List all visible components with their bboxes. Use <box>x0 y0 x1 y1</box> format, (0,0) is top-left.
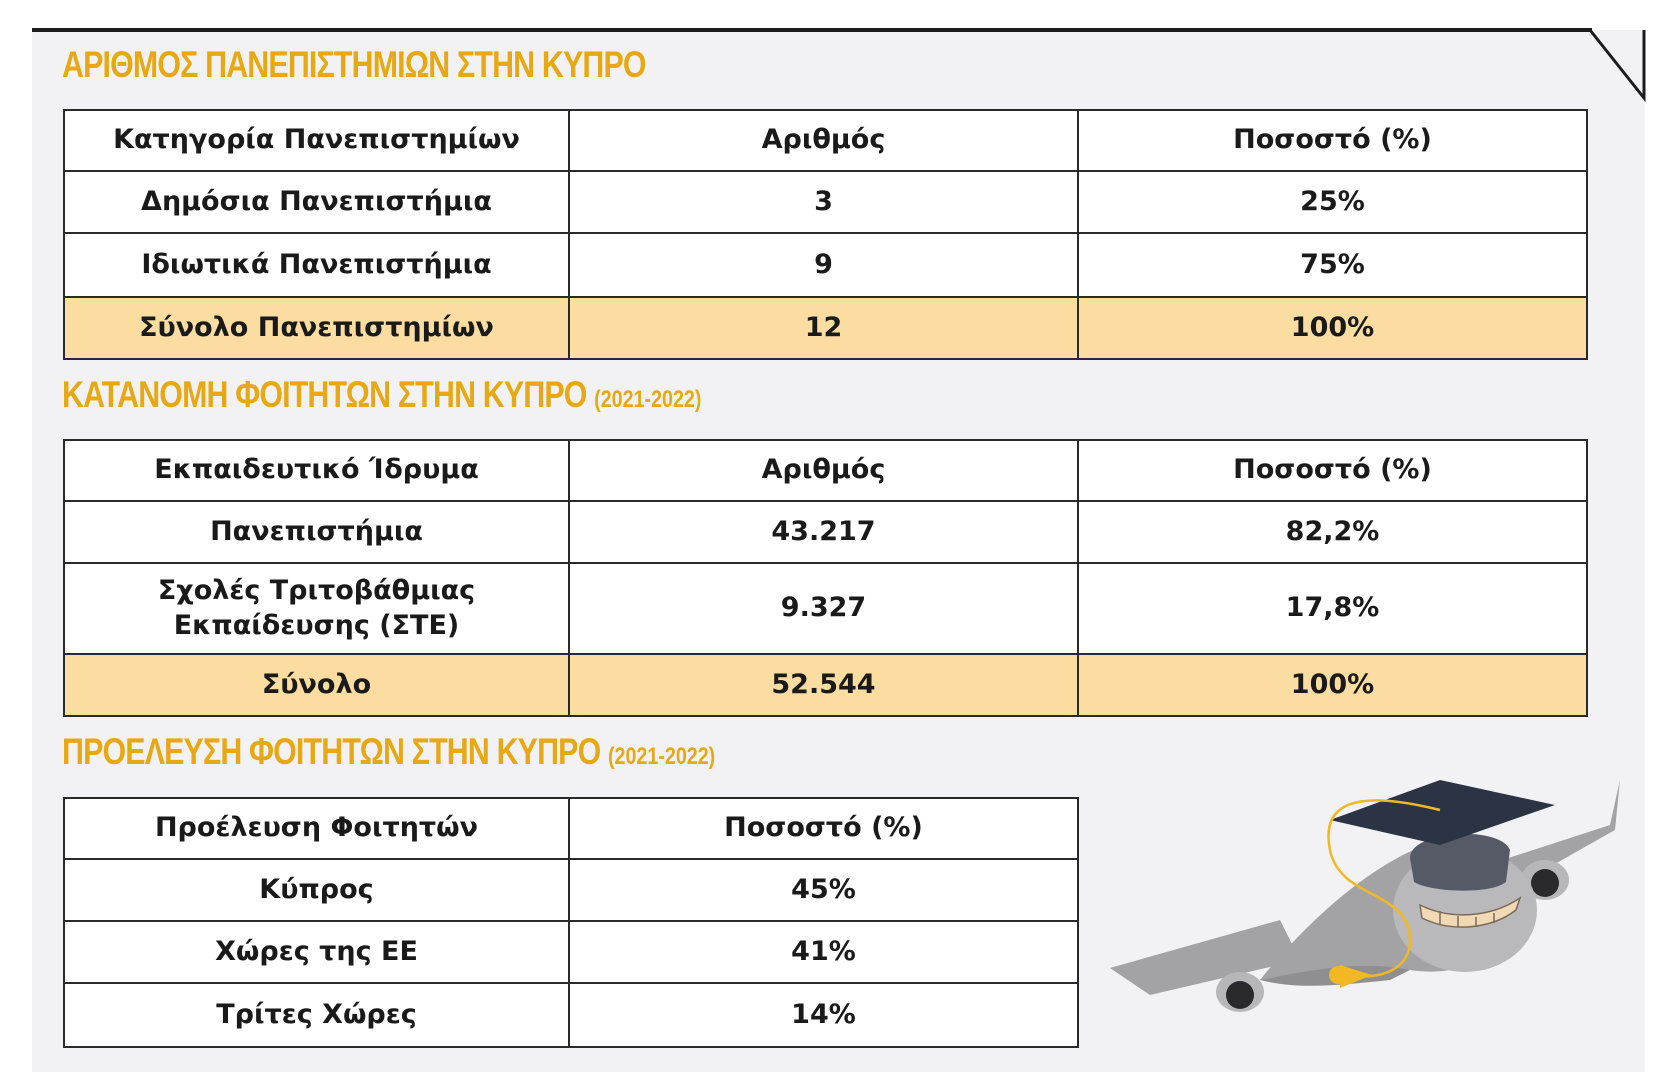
students-table <box>63 439 1588 717</box>
table-row <box>64 233 1587 297</box>
table-header-row <box>64 440 1587 501</box>
corner-fold <box>1588 28 1648 108</box>
section-title-universities: ΑΡΙΘΜΟΣ ΠΑΝΕΠΙΣΤΗΜΙΩΝ ΣΤΗΝ ΚΥΠΡΟ <box>62 44 646 85</box>
table-row <box>64 563 1587 654</box>
origin-table <box>63 797 1079 1048</box>
table-cell: 3 <box>569 171 1078 233</box>
table-cell: Χώρες της ΕΕ <box>64 921 569 983</box>
table-cell: 14% <box>569 983 1078 1047</box>
table-cell: Σύνολο <box>64 654 569 716</box>
table-header-row <box>64 110 1587 171</box>
section-title-origin: ΠΡΟΕΛΕΥΣΗ ΦΟΙΤΗΤΩΝ ΣΤΗΝ ΚΥΠΡΟ (2021-2022) <box>62 731 716 772</box>
table-cell: 12 <box>569 297 1078 359</box>
table-row <box>64 171 1587 233</box>
table-row <box>64 501 1587 563</box>
header-cell: Προέλευση Φοιτητών <box>64 798 569 859</box>
header-cell: Εκπαιδευτικό Ίδρυμα <box>64 440 569 501</box>
table-cell: Πανεπιστήμια <box>64 501 569 563</box>
table-cell: Δημόσια Πανεπιστήμια <box>64 171 569 233</box>
graduation-airplane-icon <box>1110 770 1630 1030</box>
header-cell: Ποσοστό (%) <box>1078 440 1587 501</box>
universities-table <box>63 109 1588 360</box>
table-cell: 45% <box>569 859 1078 921</box>
table-row <box>64 983 1078 1047</box>
section-subtitle: (2021-2022) <box>594 386 702 413</box>
table-total-row <box>64 297 1587 359</box>
table-cell: Σύνολο Πανεπιστημίων <box>64 297 569 359</box>
header-cell: Ποσοστό (%) <box>1078 110 1587 171</box>
table-row <box>64 859 1078 921</box>
table-cell: 52.544 <box>569 654 1078 716</box>
table-total-row <box>64 654 1587 716</box>
table-cell: 17,8% <box>1078 563 1587 654</box>
table-cell: 41% <box>569 921 1078 983</box>
table-cell: Κύπρος <box>64 859 569 921</box>
table-header-row <box>64 798 1078 859</box>
table-cell: 75% <box>1078 233 1587 297</box>
section-subtitle: (2021-2022) <box>607 743 716 770</box>
table-cell: 9 <box>569 233 1078 297</box>
header-cell: Κατηγορία Πανεπιστημίων <box>64 110 569 171</box>
table-cell: 25% <box>1078 171 1587 233</box>
table-cell: 9.327 <box>569 563 1078 654</box>
header-cell: Αριθμός <box>569 110 1078 171</box>
table-cell: Τρίτες Χώρες <box>64 983 569 1047</box>
section-title-students: ΚΑΤΑΝΟΜΗ ΦΟΙΤΗΤΩΝ ΣΤΗΝ ΚΥΠΡΟ (2021-2022) <box>62 374 702 415</box>
table-cell: 82,2% <box>1078 501 1587 563</box>
table-cell: Σχολές Τριτοβάθμιας Εκπαίδευσης (ΣΤΕ) <box>64 563 569 654</box>
table-cell: 100% <box>1078 654 1587 716</box>
table-cell: Ιδιωτικά Πανεπιστήμια <box>64 233 569 297</box>
table-row <box>64 921 1078 983</box>
top-rule <box>32 28 1592 32</box>
header-cell: Ποσοστό (%) <box>569 798 1078 859</box>
table-cell: 100% <box>1078 297 1587 359</box>
table-cell: 43.217 <box>569 501 1078 563</box>
header-cell: Αριθμός <box>569 440 1078 501</box>
